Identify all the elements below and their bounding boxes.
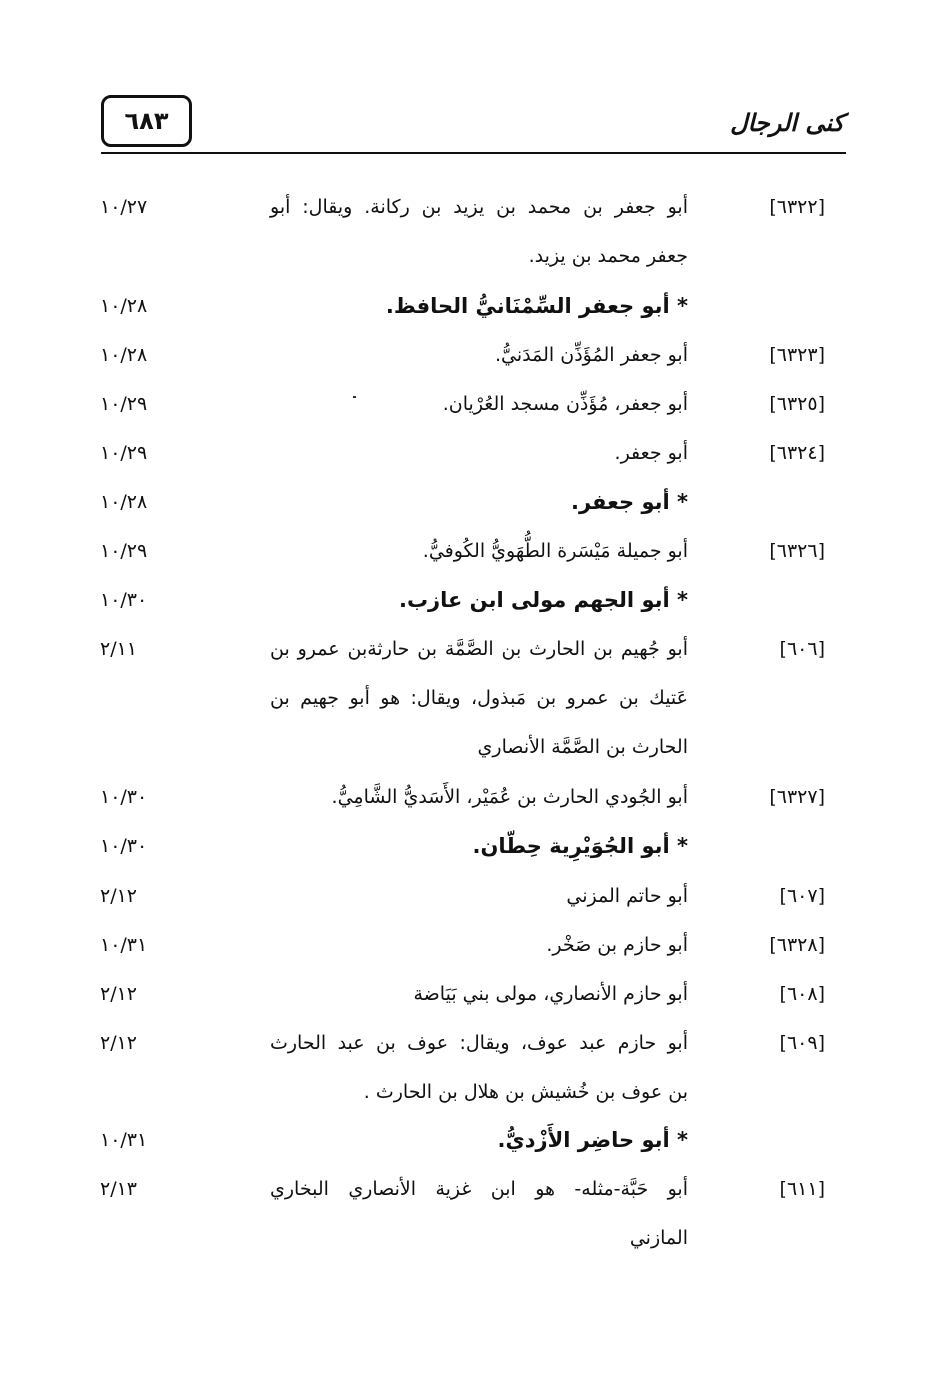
entry-number — [720, 478, 825, 526]
page-number-box — [101, 95, 192, 147]
entry-text-line: أبو جعفر، مُؤَذِّن مسجد العُرْيان. — [442, 393, 688, 415]
entry-number: [٦٣٢٢] — [769, 196, 825, 218]
volume-page-ref: ١٠/٣١ — [100, 1129, 148, 1151]
volume-page-ref: ١٠/٣٠ — [100, 835, 148, 857]
header-rule — [101, 152, 846, 154]
entry-text-line: أبو الجُودي الحارث بن عُمَيْر، الأَسَديُّ الشَّامِيُّ. — [331, 786, 688, 808]
volume-page-ref: ١٠/٢٩ — [100, 442, 148, 464]
entry-number: [٦٠٨] — [779, 983, 825, 1005]
entry-number: [٦٣٢٦] — [769, 540, 825, 562]
entry-text-line: جعفر محمد بن يزيد. — [528, 245, 688, 267]
entry-number — [720, 282, 825, 330]
volume-page-ref: ٢/١٢ — [100, 983, 138, 1005]
entry-number: [٦٣٢٣] — [769, 344, 825, 366]
entry-text-line: أبو حازم بن صَخْر. — [546, 934, 688, 956]
entry-text-line: أبو حازم عبد عوف، ويقال: عوف بن عبد الحارث — [270, 1032, 688, 1054]
entry-text-line: أبو حازم الأنصاري، مولى بني بَيَاضة — [413, 983, 688, 1005]
entry-number: [٦٣٢٥] — [769, 393, 825, 415]
entry-number: [٦٠٧] — [779, 885, 825, 907]
volume-page-ref: ١٠/٣٠ — [100, 589, 148, 611]
entry-number: [٦٣٢٧] — [769, 786, 825, 808]
volume-page-ref: ١٠/٢٨ — [100, 344, 148, 366]
running-title: كنى الرجال — [730, 108, 844, 137]
entry-text-line: بن عوف بن خُشيش بن هلال بن الحارث . — [363, 1081, 688, 1103]
entry-text-line: أبو جُهيم بن الحارث بن الصَّمَّة بن حارثةبن عمرو بن — [270, 638, 688, 660]
entry-text-line: أبو جعفر المُؤَذِّن المَدَنيُّ. — [495, 344, 688, 366]
volume-page-ref: ١٠/٢٨ — [100, 295, 148, 317]
volume-page-ref: ١٠/٢٧ — [100, 196, 148, 218]
volume-page-ref: ٢/١١ — [100, 638, 138, 660]
volume-page-ref: ١٠/٣٠ — [100, 786, 148, 808]
entry-number: [٦٠٩] — [779, 1032, 825, 1054]
entry-text-line: الحارث بن الصَّمَّة الأنصاري — [477, 736, 688, 758]
page-number: ٦٨٣ — [124, 107, 169, 135]
entry-heading: * أبو حاضِر الأَزْديُّ. — [497, 1128, 688, 1152]
entry-heading: * أبو جعفر السِّمْنَانيُّ الحافظ. — [385, 294, 688, 318]
entry-number — [720, 822, 825, 870]
entry-text-line: أبو جعفر بن محمد بن يزيد بن ركانة. ويقال: أبو — [270, 196, 688, 218]
entry-heading: * أبو الجهم مولى ابن عازب. — [398, 588, 688, 612]
entry-heading: * أبو الجُوَيْرِية حِطّان. — [472, 834, 688, 858]
entry-number — [720, 576, 825, 624]
volume-page-ref: ٢/١٢ — [100, 885, 138, 907]
volume-page-ref: ١٠/٣١ — [100, 934, 148, 956]
volume-page-ref: ١٠/٢٩ — [100, 393, 148, 415]
entry-number — [720, 1116, 825, 1164]
volume-page-ref: ٢/١٢ — [100, 1032, 138, 1054]
entry-text-line: المازني — [629, 1227, 688, 1249]
entry-text-line: أبو حاتم المزني — [566, 885, 688, 907]
entry-number: [٦٣٢٨] — [769, 934, 825, 956]
entry-heading: * أبو جعفر. — [571, 490, 688, 514]
entry-number: [٦٣٢٤] — [769, 442, 825, 464]
entry-number: [٦٠٦] — [779, 638, 825, 660]
volume-page-ref: ٢/١٣ — [100, 1178, 138, 1200]
entry-text-line: عَتيك بن عمرو بن مَبذول، ويقال: هو أبو جهيم بن — [270, 687, 688, 709]
entry-text-line: أبو حَبَّة-مثله- هو ابن غزية الأنصاري البخاري — [270, 1178, 688, 1200]
entry-text-line: أبو جميلة مَيْسَرة الطُّهَويُّ الكُوفيُّ. — [422, 540, 688, 562]
entry-text-line: أبو جعفر. — [614, 442, 688, 464]
volume-page-ref: ١٠/٢٨ — [100, 491, 148, 513]
entry-number: [٦١١] — [779, 1178, 825, 1200]
volume-page-ref: ١٠/٢٩ — [100, 540, 148, 562]
